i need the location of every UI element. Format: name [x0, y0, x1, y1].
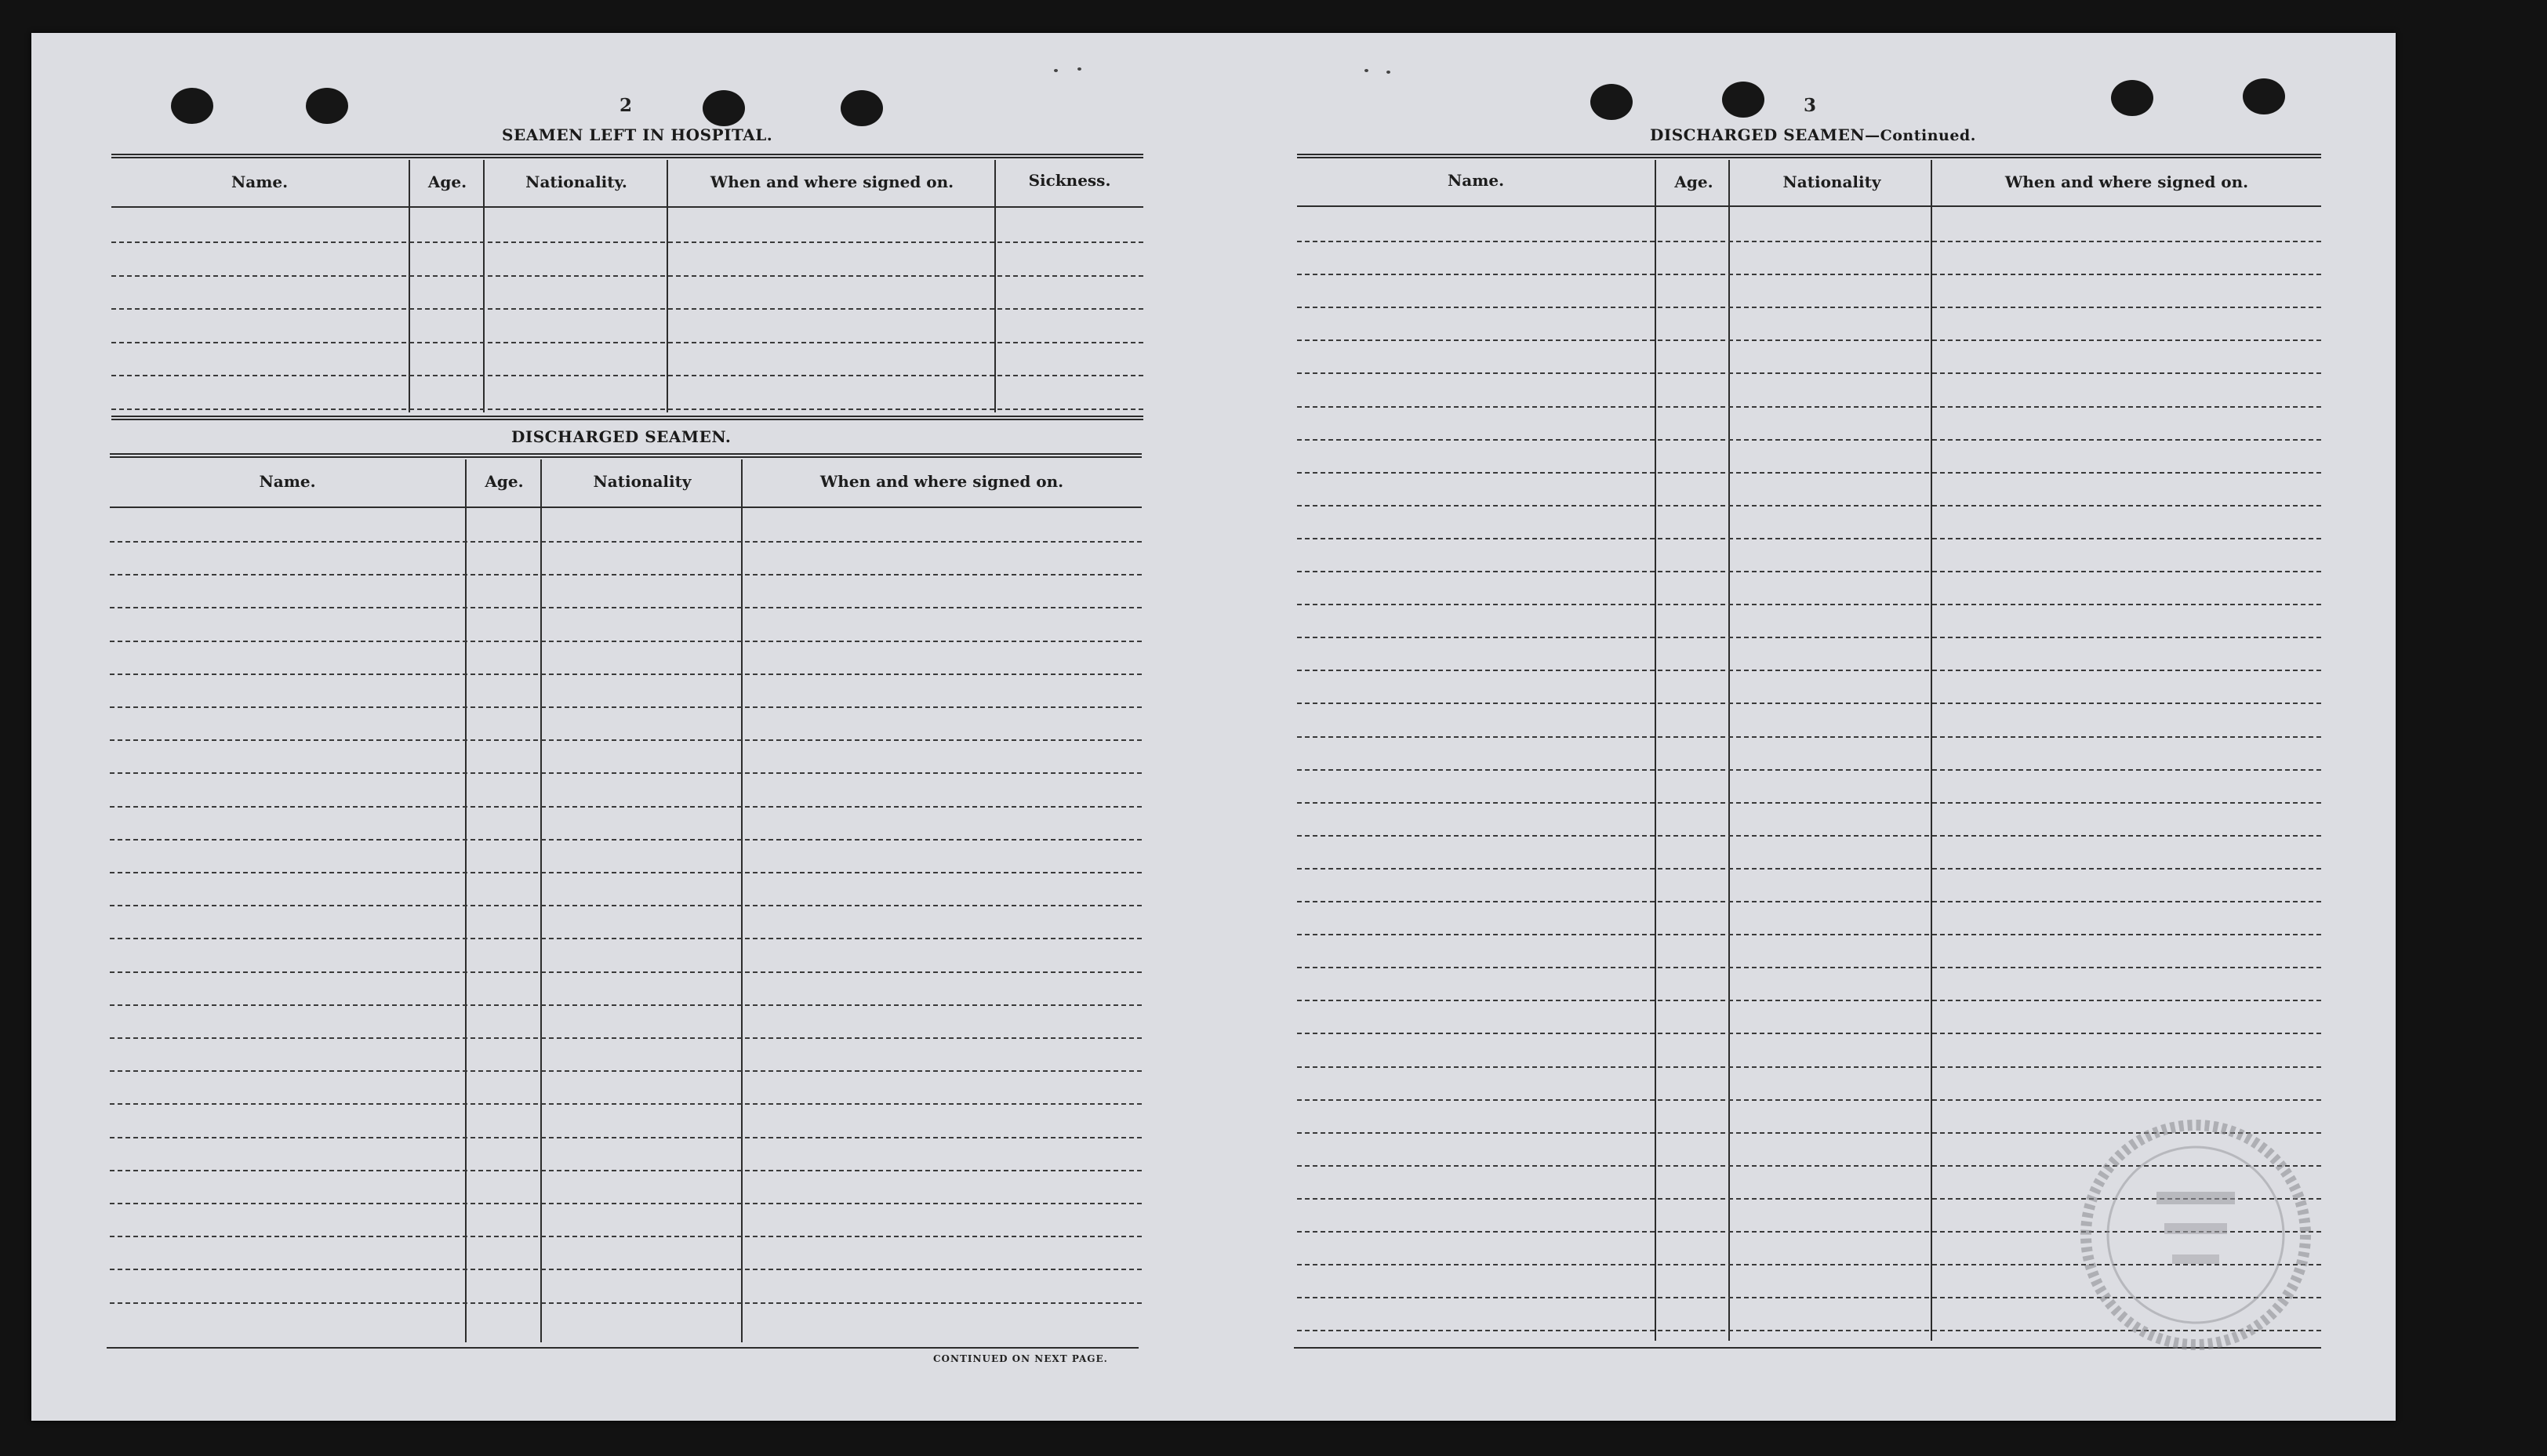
ruled-line [1297, 736, 2321, 738]
ruled-line [1297, 868, 2321, 870]
title-main: DISCHARGED SEAMEN [1650, 125, 1866, 144]
ruled-line [1297, 604, 2321, 605]
ruled-line [1297, 769, 2321, 771]
punch-hole [1590, 84, 1633, 120]
ruled-line [1297, 372, 2321, 374]
discharged-bottom-rule [107, 1347, 1139, 1349]
punch-hole [2111, 80, 2153, 116]
discharged-header-rule [110, 507, 1142, 508]
hospital-bottom-rule [111, 416, 1143, 420]
ruled-line [110, 1103, 1142, 1105]
right-col-age: Age. [1674, 172, 1713, 191]
ruled-line [110, 1302, 1142, 1304]
discharged-col-age: Age. [485, 472, 524, 491]
ruled-line [110, 1203, 1142, 1204]
ruled-line [1297, 274, 2321, 275]
ruled-line [1297, 1000, 2321, 1001]
ruled-line [110, 641, 1142, 642]
ruled-line [110, 1004, 1142, 1006]
ruled-line [1297, 339, 2321, 341]
hospital-col-age: Age. [427, 172, 467, 191]
ruled-line [1297, 703, 2321, 704]
ruled-line [1297, 802, 2321, 804]
punch-hole [306, 88, 348, 124]
ruled-line [1297, 505, 2321, 507]
ruled-line [110, 674, 1142, 675]
ruled-line [110, 1269, 1142, 1270]
ruled-line [1297, 1033, 2321, 1034]
ruled-line [110, 905, 1142, 906]
ink-speck [1077, 67, 1081, 71]
postmark-stamp [2070, 1117, 2321, 1353]
hospital-col-signed-on: When and where signed on. [710, 172, 954, 191]
punch-hole [703, 90, 745, 126]
ruled-line [1297, 637, 2321, 638]
ruled-line [110, 872, 1142, 873]
ruled-line [110, 938, 1142, 939]
discharged-col-divider [741, 459, 743, 1342]
ruled-line [1297, 934, 2321, 935]
right-col-signed-on: When and where signed on. [2004, 172, 2249, 191]
right-col-divider [1931, 160, 1932, 1341]
ruled-line [111, 308, 1143, 310]
ruled-line [110, 772, 1142, 774]
discharged-col-signed-on: When and where signed on. [819, 472, 1064, 491]
discharged-col-divider [465, 459, 467, 1342]
ruled-line [1297, 1099, 2321, 1101]
discharged-top-rule [110, 453, 1142, 458]
ruled-line [110, 839, 1142, 841]
ruled-line [110, 1037, 1142, 1039]
hospital-col-name: Name. [231, 172, 289, 191]
ruled-line [1297, 967, 2321, 968]
ruled-line [110, 607, 1142, 608]
ink-speck [1364, 69, 1368, 72]
discharged-col-divider [540, 459, 542, 1342]
ruled-line [110, 1236, 1142, 1237]
ink-speck [1054, 69, 1058, 72]
ruled-line [1297, 307, 2321, 308]
right-col-divider [1655, 160, 1656, 1341]
ruled-line [1297, 901, 2321, 902]
discharged-section-title: DISCHARGED SEAMEN. [511, 427, 732, 446]
ruled-line [110, 1137, 1142, 1138]
hospital-col-nationality: Nationality. [525, 172, 627, 191]
page-number-right: 3 [1804, 95, 1817, 116]
punch-hole [841, 90, 883, 126]
ink-speck [1386, 71, 1390, 74]
right-col-divider [1728, 160, 1730, 1341]
ruled-line [111, 375, 1143, 376]
ruled-line [110, 541, 1142, 543]
ruled-line [1297, 1066, 2321, 1068]
hospital-top-rule [111, 154, 1143, 158]
hospital-section-title: SEAMEN LEFT IN HOSPITAL. [502, 125, 773, 144]
ruled-line [1297, 538, 2321, 539]
ruled-line [111, 275, 1143, 277]
ruled-line [110, 574, 1142, 576]
ruled-line [110, 739, 1142, 741]
page-number-left: 2 [619, 95, 633, 116]
ruled-line [110, 706, 1142, 708]
right-col-name: Name. [1447, 171, 1505, 190]
ruled-line [1297, 571, 2321, 572]
ruled-line [1297, 406, 2321, 408]
continued-note: CONTINUED ON NEXT PAGE. [933, 1353, 1108, 1364]
ruled-line [111, 342, 1143, 343]
right-header-rule [1297, 205, 2321, 207]
ruled-line [1297, 835, 2321, 837]
ruled-line [1297, 472, 2321, 474]
punch-hole [2243, 78, 2285, 114]
hospital-header-rule [111, 206, 1143, 208]
title-suffix: —Continued. [1865, 127, 1976, 144]
discharged-continued-title [1650, 125, 1976, 144]
right-top-rule [1297, 154, 2321, 158]
hospital-col-sickness: Sickness. [1028, 171, 1111, 190]
ruled-line [1297, 439, 2321, 441]
ruled-line [110, 1070, 1142, 1072]
ruled-line [110, 1170, 1142, 1171]
ruled-line [1297, 241, 2321, 242]
ruled-line [111, 241, 1143, 243]
ruled-line [111, 408, 1143, 410]
ruled-line [110, 806, 1142, 808]
discharged-col-name: Name. [259, 472, 316, 491]
punch-hole [171, 88, 213, 124]
ruled-line [110, 971, 1142, 973]
ruled-line [1297, 670, 2321, 671]
punch-hole [1722, 82, 1764, 118]
discharged-col-nationality: Nationality [593, 472, 692, 491]
right-col-nationality: Nationality [1782, 172, 1881, 191]
